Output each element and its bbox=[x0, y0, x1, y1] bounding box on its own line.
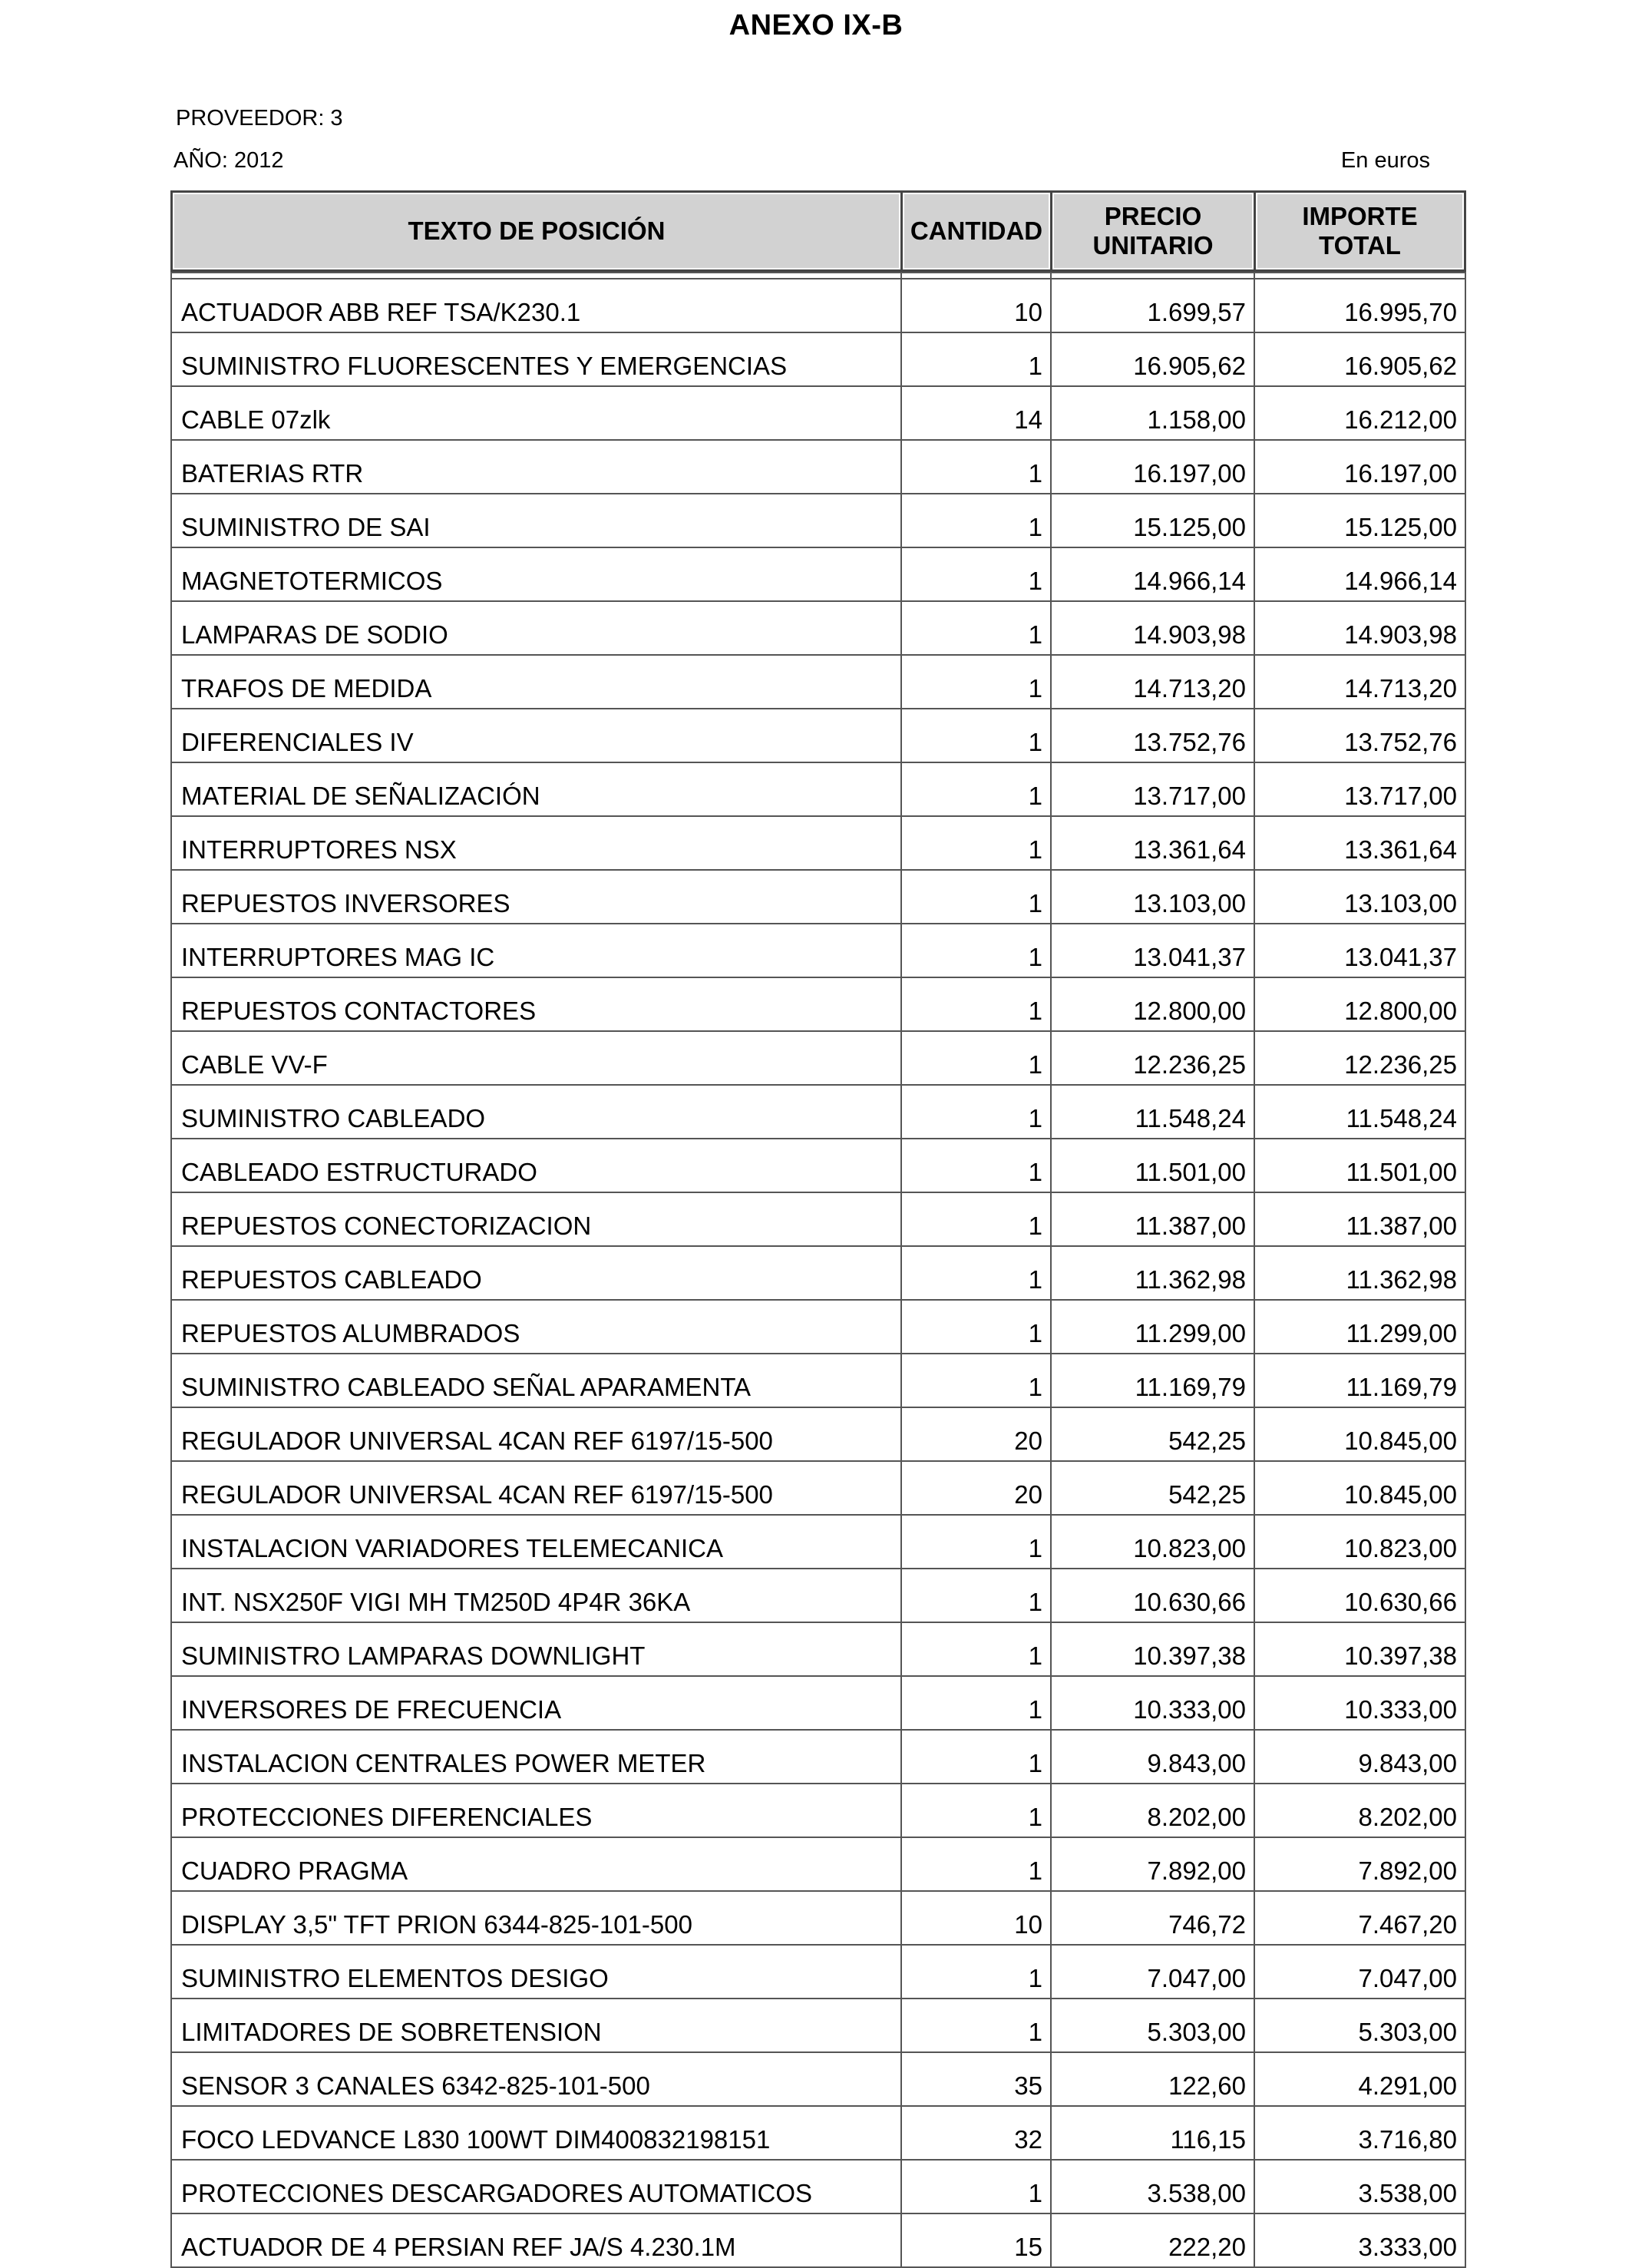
cell-importe-total: 14.966,14 bbox=[1254, 547, 1466, 600]
cell-texto: PROTECCIONES DESCARGADORES AUTOMATICOS bbox=[170, 2159, 900, 2213]
cell-texto: INVERSORES DE FRECUENCIA bbox=[170, 1675, 900, 1729]
cell-importe-total: 10.845,00 bbox=[1254, 1460, 1466, 1514]
cell-cantidad: 1 bbox=[900, 1514, 1050, 1568]
cell-cantidad: 1 bbox=[900, 547, 1050, 600]
cell-texto: REPUESTOS CABLEADO bbox=[170, 1245, 900, 1299]
table-row bbox=[170, 1030, 1466, 1084]
cell-importe-total: 11.548,24 bbox=[1254, 1084, 1466, 1138]
cell-importe-total: 9.843,00 bbox=[1254, 1729, 1466, 1783]
cell-precio-unitario: 14.713,20 bbox=[1050, 654, 1254, 708]
header-cantidad: CANTIDAD bbox=[900, 190, 1050, 272]
cell-precio-unitario: 7.892,00 bbox=[1050, 1837, 1254, 1890]
items-table-container bbox=[170, 190, 1466, 2268]
cell-precio-unitario: 542,25 bbox=[1050, 1407, 1254, 1460]
cell-precio-unitario: 746,72 bbox=[1050, 1890, 1254, 1944]
cell-cantidad: 1 bbox=[900, 1030, 1050, 1084]
cell-cantidad: 1 bbox=[900, 2159, 1050, 2213]
cell-texto: LIMITADORES DE SOBRETENSION bbox=[170, 1998, 900, 2051]
cell-importe-total: 16.905,62 bbox=[1254, 332, 1466, 385]
cell-importe-total: 4.291,00 bbox=[1254, 2051, 1466, 2105]
cell-precio-unitario: 222,20 bbox=[1050, 2213, 1254, 2268]
cell-precio-unitario: 1.699,57 bbox=[1050, 278, 1254, 332]
header-precio-unitario: PRECIO UNITARIO bbox=[1050, 190, 1254, 272]
table-row bbox=[170, 1622, 1466, 1675]
cell-cantidad: 1 bbox=[900, 1138, 1050, 1192]
currency-note: En euros bbox=[1340, 148, 1430, 173]
cell-cantidad: 1 bbox=[900, 815, 1050, 869]
cell-precio-unitario: 11.169,79 bbox=[1050, 1353, 1254, 1407]
table-row bbox=[170, 1568, 1466, 1622]
cell-importe-total: 3.538,00 bbox=[1254, 2159, 1466, 2213]
table-row bbox=[170, 1353, 1466, 1407]
cell-cantidad: 32 bbox=[900, 2105, 1050, 2159]
table-row bbox=[170, 439, 1466, 493]
cell-texto: INT. NSX250F VIGI MH TM250D 4P4R 36KA bbox=[170, 1568, 900, 1622]
cell-texto: REPUESTOS CONECTORIZACION bbox=[170, 1192, 900, 1245]
cell-texto: FOCO LEDVANCE L830 100WT DIM400832198151 bbox=[170, 2105, 900, 2159]
cell-precio-unitario: 13.103,00 bbox=[1050, 869, 1254, 923]
cell-texto: CABLE VV-F bbox=[170, 1030, 900, 1084]
table-header bbox=[170, 190, 1466, 272]
cell-importe-total: 7.892,00 bbox=[1254, 1837, 1466, 1890]
cell-texto: SUMINISTRO LAMPARAS DOWNLIGHT bbox=[170, 1622, 900, 1675]
cell-cantidad: 14 bbox=[900, 385, 1050, 439]
cell-texto: TRAFOS DE MEDIDA bbox=[170, 654, 900, 708]
cell-precio-unitario: 14.966,14 bbox=[1050, 547, 1254, 600]
table-row bbox=[170, 1729, 1466, 1783]
cell-cantidad: 1 bbox=[900, 600, 1050, 654]
cell-importe-total: 10.397,38 bbox=[1254, 1622, 1466, 1675]
cell-precio-unitario: 13.361,64 bbox=[1050, 815, 1254, 869]
cell-texto: SUMINISTRO ELEMENTOS DESIGO bbox=[170, 1944, 900, 1998]
cell-cantidad: 1 bbox=[900, 1084, 1050, 1138]
cell-cantidad: 1 bbox=[900, 1783, 1050, 1837]
cell-cantidad: 1 bbox=[900, 1944, 1050, 1998]
cell-importe-total: 8.202,00 bbox=[1254, 1783, 1466, 1837]
table-row bbox=[170, 493, 1466, 547]
cell-texto: SUMINISTRO DE SAI bbox=[170, 493, 900, 547]
year-label: AÑO: 2012 bbox=[173, 148, 284, 173]
cell-importe-total: 5.303,00 bbox=[1254, 1998, 1466, 2051]
cell-texto: REPUESTOS INVERSORES bbox=[170, 869, 900, 923]
table-row bbox=[170, 385, 1466, 439]
cell-texto: SUMINISTRO CABLEADO SEÑAL APARAMENTA bbox=[170, 1353, 900, 1407]
cell-texto: INSTALACION CENTRALES POWER METER bbox=[170, 1729, 900, 1783]
cell-cantidad: 1 bbox=[900, 1998, 1050, 2051]
cell-importe-total: 11.501,00 bbox=[1254, 1138, 1466, 1192]
cell-precio-unitario: 13.717,00 bbox=[1050, 762, 1254, 815]
cell-precio-unitario: 15.125,00 bbox=[1050, 493, 1254, 547]
table-row bbox=[170, 1084, 1466, 1138]
cell-precio-unitario: 116,15 bbox=[1050, 2105, 1254, 2159]
cell-importe-total: 16.212,00 bbox=[1254, 385, 1466, 439]
cell-precio-unitario: 13.041,37 bbox=[1050, 923, 1254, 977]
cell-precio-unitario: 7.047,00 bbox=[1050, 1944, 1254, 1998]
table-row bbox=[170, 600, 1466, 654]
cell-importe-total: 11.387,00 bbox=[1254, 1192, 1466, 1245]
cell-texto: REGULADOR UNIVERSAL 4CAN REF 6197/15-500 bbox=[170, 1460, 900, 1514]
cell-importe-total: 13.361,64 bbox=[1254, 815, 1466, 869]
table-row bbox=[170, 1837, 1466, 1890]
cell-texto: DISPLAY 3,5" TFT PRION 6344-825-101-500 bbox=[170, 1890, 900, 1944]
cell-precio-unitario: 13.752,76 bbox=[1050, 708, 1254, 762]
proveedor-label: PROVEEDOR: 3 bbox=[176, 106, 343, 131]
cell-importe-total: 14.713,20 bbox=[1254, 654, 1466, 708]
cell-cantidad: 1 bbox=[900, 1299, 1050, 1353]
cell-importe-total: 14.903,98 bbox=[1254, 600, 1466, 654]
cell-texto: CABLE 07zlk bbox=[170, 385, 900, 439]
cell-texto: CUADRO PRAGMA bbox=[170, 1837, 900, 1890]
table-row bbox=[170, 977, 1466, 1030]
cell-cantidad: 1 bbox=[900, 1622, 1050, 1675]
cell-importe-total: 10.630,66 bbox=[1254, 1568, 1466, 1622]
cell-precio-unitario: 11.548,24 bbox=[1050, 1084, 1254, 1138]
cell-precio-unitario: 11.299,00 bbox=[1050, 1299, 1254, 1353]
cell-importe-total: 11.169,79 bbox=[1254, 1353, 1466, 1407]
cell-importe-total: 7.467,20 bbox=[1254, 1890, 1466, 1944]
cell-cantidad: 1 bbox=[900, 493, 1050, 547]
cell-precio-unitario: 122,60 bbox=[1050, 2051, 1254, 2105]
cell-precio-unitario: 12.800,00 bbox=[1050, 977, 1254, 1030]
cell-cantidad: 1 bbox=[900, 439, 1050, 493]
cell-texto: LAMPARAS DE SODIO bbox=[170, 600, 900, 654]
table-row bbox=[170, 923, 1466, 977]
table-row bbox=[170, 1245, 1466, 1299]
cell-cantidad: 1 bbox=[900, 708, 1050, 762]
table-row bbox=[170, 278, 1466, 332]
cell-precio-unitario: 10.397,38 bbox=[1050, 1622, 1254, 1675]
cell-texto: ACTUADOR ABB REF TSA/K230.1 bbox=[170, 278, 900, 332]
cell-importe-total: 13.103,00 bbox=[1254, 869, 1466, 923]
cell-precio-unitario: 14.903,98 bbox=[1050, 600, 1254, 654]
table-row bbox=[170, 762, 1466, 815]
cell-cantidad: 10 bbox=[900, 1890, 1050, 1944]
cell-precio-unitario: 5.303,00 bbox=[1050, 1998, 1254, 2051]
cell-importe-total: 3.333,00 bbox=[1254, 2213, 1466, 2268]
cell-importe-total: 12.236,25 bbox=[1254, 1030, 1466, 1084]
cell-texto: PROTECCIONES DIFERENCIALES bbox=[170, 1783, 900, 1837]
cell-importe-total: 12.800,00 bbox=[1254, 977, 1466, 1030]
table-row bbox=[170, 1460, 1466, 1514]
table-row bbox=[170, 1299, 1466, 1353]
cell-importe-total: 10.845,00 bbox=[1254, 1407, 1466, 1460]
cell-texto: REGULADOR UNIVERSAL 4CAN REF 6197/15-500 bbox=[170, 1407, 900, 1460]
cell-cantidad: 1 bbox=[900, 869, 1050, 923]
cell-precio-unitario: 11.387,00 bbox=[1050, 1192, 1254, 1245]
cell-precio-unitario: 16.905,62 bbox=[1050, 332, 1254, 385]
cell-importe-total: 16.995,70 bbox=[1254, 278, 1466, 332]
cell-texto: SUMINISTRO CABLEADO bbox=[170, 1084, 900, 1138]
cell-texto: MAGNETOTERMICOS bbox=[170, 547, 900, 600]
table-row bbox=[170, 332, 1466, 385]
header-spacer bbox=[170, 272, 1466, 278]
cell-precio-unitario: 11.501,00 bbox=[1050, 1138, 1254, 1192]
cell-importe-total: 16.197,00 bbox=[1254, 439, 1466, 493]
cell-precio-unitario: 10.333,00 bbox=[1050, 1675, 1254, 1729]
table-row bbox=[170, 1890, 1466, 1944]
cell-precio-unitario: 9.843,00 bbox=[1050, 1729, 1254, 1783]
table-row bbox=[170, 869, 1466, 923]
cell-cantidad: 1 bbox=[900, 1353, 1050, 1407]
cell-precio-unitario: 10.630,66 bbox=[1050, 1568, 1254, 1622]
table-row bbox=[170, 2051, 1466, 2105]
cell-precio-unitario: 12.236,25 bbox=[1050, 1030, 1254, 1084]
cell-cantidad: 10 bbox=[900, 278, 1050, 332]
cell-cantidad: 35 bbox=[900, 2051, 1050, 2105]
cell-texto: SENSOR 3 CANALES 6342-825-101-500 bbox=[170, 2051, 900, 2105]
table-row bbox=[170, 1138, 1466, 1192]
cell-texto: REPUESTOS CONTACTORES bbox=[170, 977, 900, 1030]
header-importe-total: IMPORTE TOTAL bbox=[1254, 190, 1466, 272]
items-table bbox=[170, 190, 1466, 2268]
table-row bbox=[170, 1407, 1466, 1460]
cell-texto: MATERIAL DE SEÑALIZACIÓN bbox=[170, 762, 900, 815]
cell-texto: ACTUADOR DE 4 PERSIAN REF JA/S 4.230.1M bbox=[170, 2213, 900, 2268]
table-row bbox=[170, 1783, 1466, 1837]
table-row bbox=[170, 2159, 1466, 2213]
cell-texto: INSTALACION VARIADORES TELEMECANICA bbox=[170, 1514, 900, 1568]
cell-cantidad: 1 bbox=[900, 977, 1050, 1030]
cell-importe-total: 13.752,76 bbox=[1254, 708, 1466, 762]
cell-precio-unitario: 16.197,00 bbox=[1050, 439, 1254, 493]
cell-cantidad: 1 bbox=[900, 1729, 1050, 1783]
cell-cantidad: 1 bbox=[900, 654, 1050, 708]
cell-texto: SUMINISTRO FLUORESCENTES Y EMERGENCIAS bbox=[170, 332, 900, 385]
cell-cantidad: 1 bbox=[900, 762, 1050, 815]
table-row bbox=[170, 2105, 1466, 2159]
cell-texto: INTERRUPTORES MAG IC bbox=[170, 923, 900, 977]
cell-cantidad: 1 bbox=[900, 1245, 1050, 1299]
cell-importe-total: 11.299,00 bbox=[1254, 1299, 1466, 1353]
table-row bbox=[170, 1192, 1466, 1245]
cell-cantidad: 20 bbox=[900, 1407, 1050, 1460]
cell-texto: CABLEADO ESTRUCTURADO bbox=[170, 1138, 900, 1192]
cell-precio-unitario: 542,25 bbox=[1050, 1460, 1254, 1514]
cell-cantidad: 20 bbox=[900, 1460, 1050, 1514]
cell-precio-unitario: 1.158,00 bbox=[1050, 385, 1254, 439]
table-row bbox=[170, 2213, 1466, 2268]
table-row bbox=[170, 815, 1466, 869]
cell-importe-total: 7.047,00 bbox=[1254, 1944, 1466, 1998]
cell-texto: REPUESTOS ALUMBRADOS bbox=[170, 1299, 900, 1353]
cell-cantidad: 1 bbox=[900, 1675, 1050, 1729]
document-title: ANEXO IX-B bbox=[728, 9, 904, 41]
table-row bbox=[170, 708, 1466, 762]
cell-precio-unitario: 10.823,00 bbox=[1050, 1514, 1254, 1568]
cell-importe-total: 13.041,37 bbox=[1254, 923, 1466, 977]
cell-texto: BATERIAS RTR bbox=[170, 439, 900, 493]
cell-cantidad: 1 bbox=[900, 1837, 1050, 1890]
cell-importe-total: 3.716,80 bbox=[1254, 2105, 1466, 2159]
cell-precio-unitario: 3.538,00 bbox=[1050, 2159, 1254, 2213]
table-row bbox=[170, 1998, 1466, 2051]
table-body bbox=[170, 272, 1466, 2268]
table-row bbox=[170, 547, 1466, 600]
table-row bbox=[170, 1944, 1466, 1998]
cell-cantidad: 1 bbox=[900, 1568, 1050, 1622]
cell-cantidad: 1 bbox=[900, 923, 1050, 977]
table-row bbox=[170, 654, 1466, 708]
cell-texto: INTERRUPTORES NSX bbox=[170, 815, 900, 869]
header-texto: TEXTO DE POSICIÓN bbox=[170, 190, 900, 272]
cell-cantidad: 1 bbox=[900, 1192, 1050, 1245]
cell-cantidad: 1 bbox=[900, 332, 1050, 385]
cell-importe-total: 11.362,98 bbox=[1254, 1245, 1466, 1299]
table-row bbox=[170, 1514, 1466, 1568]
cell-texto: DIFERENCIALES IV bbox=[170, 708, 900, 762]
cell-importe-total: 13.717,00 bbox=[1254, 762, 1466, 815]
cell-importe-total: 10.823,00 bbox=[1254, 1514, 1466, 1568]
cell-importe-total: 15.125,00 bbox=[1254, 493, 1466, 547]
table-row bbox=[170, 1675, 1466, 1729]
cell-importe-total: 10.333,00 bbox=[1254, 1675, 1466, 1729]
cell-cantidad: 15 bbox=[900, 2213, 1050, 2268]
cell-precio-unitario: 8.202,00 bbox=[1050, 1783, 1254, 1837]
cell-precio-unitario: 11.362,98 bbox=[1050, 1245, 1254, 1299]
